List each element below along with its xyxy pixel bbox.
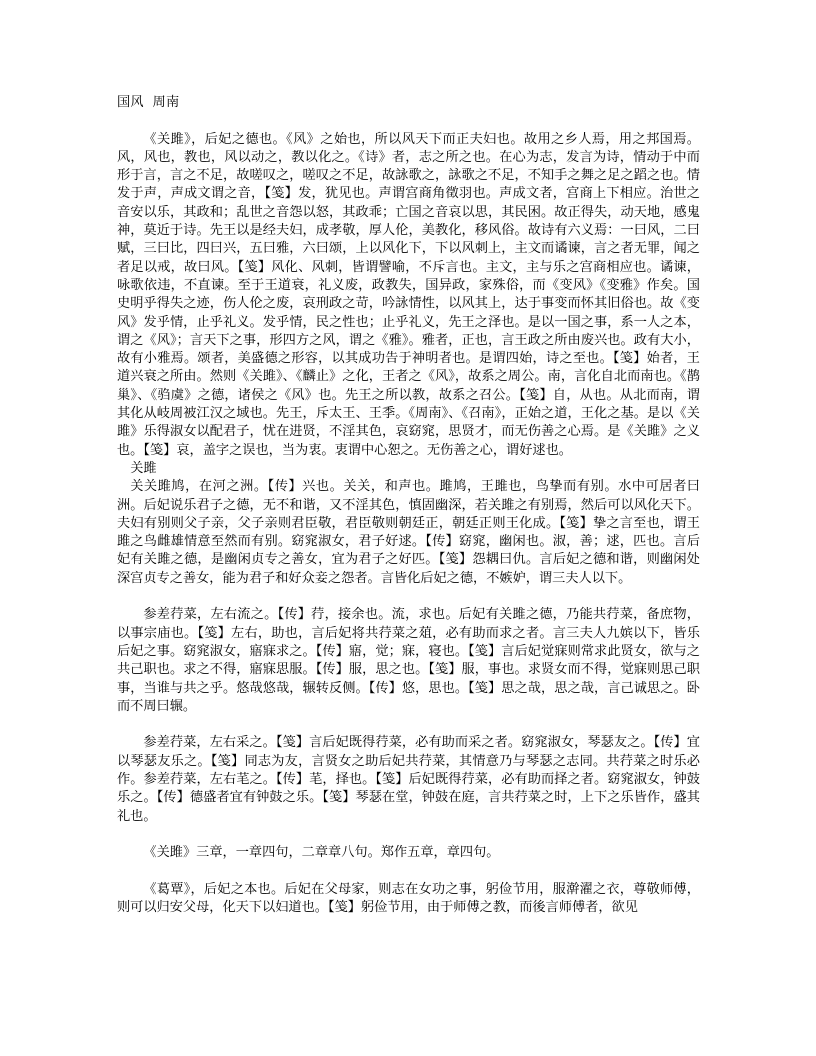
- paragraph-guanju-stanza-1: 关关雎鸠，在河之洲。【传】兴也。关关，和声也。雎鸠，王雎也，鸟挚而有别。水中可居者曰洲。后妃说乐君子之德，无不和谐，又不淫其色，慎固幽深，若关雎之有别焉，然后可以风化天下。夫妇有别则父子亲，父子亲则君臣敬，君臣敬则朝廷正，朝廷正则王化成。【笺】挚之言至也，谓王雎之鸟雌雄情意至然而有别。窈窕淑女，君子好逑。【传】窈窕，幽闲也。淑，善；逑，匹也。言后妃有关雎之德，是幽闲贞专之善女，宜为君子之好匹。【笺】怨耦曰仇。言后妃之德和谐，则幽闲处深宫贞专之善女，能为君子和好众妾之怨者。言皆化后妃之德，不嫉妒，谓三夫人以下。: [117, 479, 700, 586]
- document-body: [117, 94, 700, 917]
- paragraph-spacer-1: [117, 588, 700, 606]
- heading-spacer: [117, 112, 700, 130]
- page-title: 国风 周南: [117, 95, 180, 110]
- paragraph-spacer-3: [117, 826, 700, 844]
- paragraph-guanju-chapter-note: 《关雎》三章，一章四句，二章章八句。郑作五章，章四句。: [143, 845, 500, 861]
- paragraph-spacer-2: [117, 716, 700, 734]
- paragraph-great-preface: 《关雎》，后妃之德也。《风》之始也，所以风天下而正夫妇也。故用之乡人焉，用之邦国焉。风，风也，教也，风以动之，教以化之。《诗》者，志之所之也。在心为志，发言为诗，情动于中而形于言，言之不足，故嗟叹之，嗟叹之不足，故詠歌之，詠歌之不足，不知手之舞之足之蹈之也。情发于声，声成文谓之音，【笺】发，犹见也。声谓宫商角徵羽也。声成文者，宫商上下相应。治世之音安以乐，其政和；乱世之音怨以怒，其政乖；亡国之音哀以思，其民困。故正得失，动天地，感鬼神，莫近于诗。先王以是经夫妇，成孝敬，厚人伦，美教化，移风俗。故诗有六义焉：一曰风，二曰赋，三曰比，四曰兴，五曰雅，六曰颂，上以风化下，下以风刺上，主文而谲谏，言之者无罪，闻之者足以戒，故曰风。【笺】风化、风刺，皆谓譬喻，不斥言也。主文，主与乐之宫商相应也。谲谏，咏歌依违，不直谏。至于王道衰，礼义废，政教失，国异政，家殊俗，而《变风》《变雅》作矣。国史明乎得失之迹，伤人伦之废，哀刑政之苛，吟詠情性，以风其上，达于事变而怀其旧俗也。故《变风》发乎情，止乎礼义。发乎情，民之性也；止乎礼义，先王之泽也。是以一国之事，系一人之本，谓之《风》；言天下之事，形四方之风，谓之《雅》。雅者，正也，言王政之所由废兴也。政有大小，故有小雅焉。颂者，美盛德之形容，以其成功告于神明者也。是谓四始，诗之至也。【笺】始者，王道兴衰之所由。然则《关雎》、《麟止》之化，王者之《风》，故系之周公。南，言化自北而南也。《鹊巢》、《驺虞》之德，诸侯之《风》也。先王之所以教，故系之召公。【笺】自，从也。从北而南，谓其化从岐周被江汉之域也。先王，斥太王、王季。《周南》、《召南》，正始之道，王化之基。是以《关雎》乐得淑女以配君子，忧在进贤，不淫其色，哀窈窕，思贤才，而无伤善之心焉。是《关雎》之义也。【笺】哀，盖字之误也，当为衷。衷谓中心恕之。无伤善之心，谓好逑也。: [117, 131, 700, 458]
- paragraph-spacer-4: [117, 862, 700, 880]
- poem-title-guanju: 关雎: [130, 460, 157, 476]
- paragraph-guanju-stanza-3: 参差荇菜，左右采之。【笺】言后妃既得荇菜，必有助而采之者。窈窕淑女，琴瑟友之。【传】宜以琴瑟友乐之。【笺】同志为友，言贤女之助后妃共荇菜，其情意乃与琴瑟之志同。共荇菜之时乐必作。参差荇菜，左右芼之。【传】芼，择也。【笺】后妃既得荇菜，必有助而择之者。窈窕淑女，钟鼓乐之。【传】德盛者宜有钟鼓之乐。【笺】琴瑟在堂，钟鼓在庭，言共荇菜之时，上下之乐皆作，盛其礼也。: [117, 735, 700, 824]
- paragraph-getan: 《葛覃》，后妃之本也。后妃在父母家，则志在女功之事，躬俭节用，服澣濯之衣，尊敬师傅，则可以归安父母，化天下以妇道也。【笺】躬俭节用，由于师傅之教，而後言师傅者，欲见: [117, 881, 700, 916]
- paragraph-guanju-stanza-2: 参差荇菜，左右流之。【传】荇，接余也。流，求也。后妃有关雎之德，乃能共荇菜，备庶物，以事宗庙也。【笺】左右，助也，言后妃将共荇菜之葅，必有助而求之者。言三夫人九嫔以下，皆乐后妃之事。窈窕淑女，寤寐求之。【传】寤，觉；寐，寝也。【笺】言后妃觉寐则常求此贤女，欲与之共己职也。求之不得，寤寐思服。【传】服，思之也。【笺】服，事也。求贤女而不得，觉寐则思己职事，当谁与共之乎。悠哉悠哉，辗转反侧。【传】悠，思也。【笺】思之哉，思之哉，言己诚思之。卧而不周曰辗。: [117, 607, 700, 714]
